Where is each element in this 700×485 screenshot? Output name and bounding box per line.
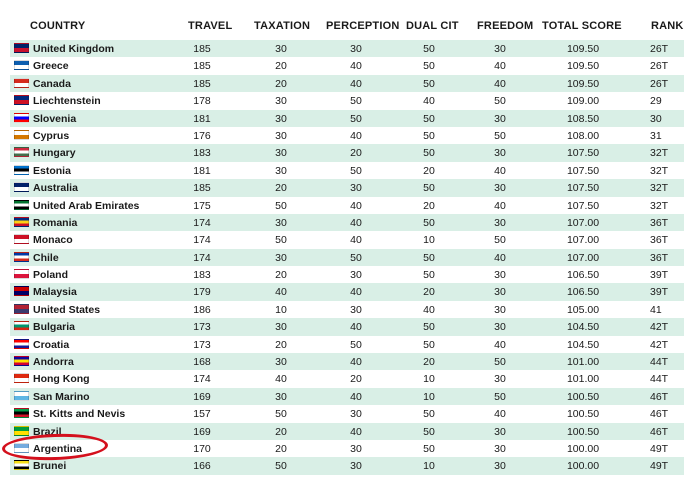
country-name: Canada <box>33 77 71 90</box>
country-cell <box>14 217 77 229</box>
dual-cit-cell: 20 <box>423 356 435 369</box>
total-score-cell: 106.50 <box>566 286 600 299</box>
liechtenstein-flag-icon <box>14 95 29 105</box>
uk-flag-icon <box>14 43 29 53</box>
country-cell <box>14 147 76 159</box>
header-rank: RANK <box>651 20 684 32</box>
country-name: Chile <box>33 251 59 264</box>
travel-cell: 174 <box>193 373 211 386</box>
perception-cell: 30 <box>350 303 362 316</box>
total-score-cell: 104.50 <box>566 338 600 351</box>
country-name: United Kingdom <box>33 43 115 55</box>
perception-cell: 50 <box>350 251 362 264</box>
travel-cell: 178 <box>193 95 211 108</box>
travel-cell: 185 <box>193 182 211 195</box>
bulgaria-flag-icon <box>14 321 29 331</box>
rank-cell: 36T <box>650 216 669 229</box>
perception-cell: 40 <box>350 60 362 73</box>
taxation-cell: 30 <box>275 95 287 108</box>
travel-cell: 185 <box>193 77 211 90</box>
perception-cell: 40 <box>350 199 362 212</box>
dual-cit-cell: 40 <box>423 95 435 108</box>
table-row <box>10 266 684 283</box>
total-score-cell: 104.50 <box>566 321 600 334</box>
country-name: Romania <box>33 216 78 229</box>
freedom-cell: 30 <box>494 303 506 316</box>
table-row <box>10 92 684 109</box>
rank-cell: 26T <box>650 43 669 55</box>
country-name: Liechtenstein <box>33 95 101 108</box>
taxation-cell: 40 <box>275 373 287 386</box>
total-score-cell: 107.50 <box>566 182 600 195</box>
taxation-cell: 30 <box>275 216 287 229</box>
table-row <box>10 423 684 440</box>
perception-cell: 50 <box>350 112 362 125</box>
uae-flag-icon <box>14 200 29 210</box>
rank-cell: 49T <box>650 460 669 473</box>
rank-cell: 26T <box>650 60 669 73</box>
rank-cell: 46T <box>650 408 669 421</box>
perception-cell: 30 <box>350 43 362 55</box>
header-travel: TRAVEL <box>188 20 233 32</box>
travel-cell: 169 <box>193 425 211 438</box>
freedom-cell: 50 <box>494 129 506 142</box>
travel-cell: 183 <box>193 269 211 282</box>
freedom-cell: 50 <box>494 390 506 403</box>
table-row <box>10 75 684 92</box>
country-name: United Arab Emirates <box>33 199 140 212</box>
country-name: Malaysia <box>33 286 77 299</box>
table-row <box>10 110 684 127</box>
freedom-cell: 40 <box>494 60 506 73</box>
freedom-cell: 30 <box>494 182 506 195</box>
travel-cell: 169 <box>193 390 211 403</box>
taxation-cell: 30 <box>275 129 287 142</box>
dual-cit-cell: 50 <box>423 321 435 334</box>
country-name: United States <box>33 303 101 316</box>
total-score-cell: 108.50 <box>566 112 600 125</box>
total-score-cell: 101.00 <box>566 373 600 386</box>
country-name: Greece <box>33 60 69 73</box>
table-row <box>10 249 684 266</box>
total-score-cell: 109.50 <box>566 60 600 73</box>
travel-cell: 185 <box>193 60 211 73</box>
freedom-cell: 30 <box>494 373 506 386</box>
rank-cell: 49T <box>650 442 669 455</box>
country-cell <box>14 234 73 246</box>
header-taxation: TAXATION <box>254 20 311 32</box>
country-name: Hungary <box>33 147 76 160</box>
monaco-flag-icon <box>14 234 29 244</box>
freedom-cell: 30 <box>494 269 506 282</box>
country-cell <box>14 130 69 142</box>
dual-cit-cell: 50 <box>423 182 435 195</box>
usa-flag-icon <box>14 304 29 314</box>
travel-cell: 173 <box>193 338 211 351</box>
slovenia-flag-icon <box>14 113 29 123</box>
table-row <box>10 57 684 74</box>
freedom-cell: 40 <box>494 164 506 177</box>
country-name: Brazil <box>33 425 62 438</box>
table-row <box>10 370 684 387</box>
country-cell <box>14 43 114 55</box>
dual-cit-cell: 20 <box>423 199 435 212</box>
perception-cell: 40 <box>350 216 362 229</box>
country-cell <box>14 356 74 368</box>
table-row <box>10 179 684 196</box>
table-header <box>10 0 684 40</box>
perception-cell: 40 <box>350 390 362 403</box>
country-cell <box>14 252 59 264</box>
estonia-flag-icon <box>14 165 29 175</box>
perception-cell: 30 <box>350 182 362 195</box>
taxation-cell: 10 <box>275 303 287 316</box>
poland-flag-icon <box>14 269 29 279</box>
travel-cell: 170 <box>193 442 211 455</box>
table-row <box>10 162 684 179</box>
ranking-table <box>10 0 684 475</box>
rank-cell: 36T <box>650 234 669 247</box>
total-score-cell: 108.00 <box>566 129 600 142</box>
country-cell <box>14 373 90 385</box>
perception-cell: 40 <box>350 77 362 90</box>
table-row <box>10 40 684 57</box>
table-row <box>10 388 684 405</box>
freedom-cell: 30 <box>494 460 506 473</box>
taxation-cell: 20 <box>275 425 287 438</box>
table-row <box>10 214 684 231</box>
san-marino-flag-icon <box>14 391 29 401</box>
travel-cell: 166 <box>193 460 211 473</box>
dual-cit-cell: 50 <box>423 425 435 438</box>
rank-cell: 44T <box>650 356 669 369</box>
dual-cit-cell: 50 <box>423 77 435 90</box>
country-cell <box>14 95 101 107</box>
andorra-flag-icon <box>14 356 29 366</box>
header-country: COUNTRY <box>30 20 86 32</box>
dual-cit-cell: 50 <box>423 442 435 455</box>
taxation-cell: 50 <box>275 460 287 473</box>
country-cell <box>14 408 125 420</box>
total-score-cell: 107.00 <box>566 251 600 264</box>
perception-cell: 40 <box>350 425 362 438</box>
table-row <box>10 301 684 318</box>
table-body <box>10 40 684 475</box>
hungary-flag-icon <box>14 147 29 157</box>
dual-cit-cell: 50 <box>423 216 435 229</box>
country-name: Estonia <box>33 164 71 177</box>
country-cell <box>14 200 139 212</box>
taxation-cell: 20 <box>275 269 287 282</box>
dual-cit-cell: 50 <box>423 147 435 160</box>
australia-flag-icon <box>14 182 29 192</box>
taxation-cell: 20 <box>275 338 287 351</box>
taxation-cell: 30 <box>275 112 287 125</box>
perception-cell: 50 <box>350 338 362 351</box>
freedom-cell: 40 <box>494 77 506 90</box>
taxation-cell: 30 <box>275 321 287 334</box>
dual-cit-cell: 40 <box>423 303 435 316</box>
total-score-cell: 109.00 <box>566 95 600 108</box>
travel-cell: 179 <box>193 286 211 299</box>
perception-cell: 40 <box>350 129 362 142</box>
taxation-cell: 20 <box>275 182 287 195</box>
dual-cit-cell: 50 <box>423 43 435 55</box>
country-name: Cyprus <box>33 129 70 142</box>
header-dual-cit: DUAL CIT <box>406 20 459 32</box>
travel-cell: 173 <box>193 321 211 334</box>
malaysia-flag-icon <box>14 286 29 296</box>
perception-cell: 30 <box>350 442 362 455</box>
freedom-cell: 30 <box>494 43 506 55</box>
rank-cell: 42T <box>650 321 669 334</box>
perception-cell: 20 <box>350 373 362 386</box>
total-score-cell: 107.50 <box>566 147 600 160</box>
country-name: Croatia <box>33 338 70 351</box>
travel-cell: 175 <box>193 199 211 212</box>
rank-cell: 32T <box>650 164 669 177</box>
perception-cell: 20 <box>350 147 362 160</box>
country-cell <box>14 391 90 403</box>
total-score-cell: 109.50 <box>566 43 600 55</box>
country-name: Slovenia <box>33 112 77 125</box>
table-row <box>10 231 684 248</box>
perception-cell: 50 <box>350 164 362 177</box>
freedom-cell: 50 <box>494 356 506 369</box>
dual-cit-cell: 20 <box>423 286 435 299</box>
rank-cell: 41 <box>650 303 662 316</box>
perception-cell: 30 <box>350 408 362 421</box>
croatia-flag-icon <box>14 339 29 349</box>
st-kitts-flag-icon <box>14 408 29 418</box>
country-name: Argentina <box>33 442 83 455</box>
country-cell <box>14 269 68 281</box>
dual-cit-cell: 50 <box>423 338 435 351</box>
table-row <box>10 144 684 161</box>
taxation-cell: 20 <box>275 60 287 73</box>
total-score-cell: 100.00 <box>566 442 600 455</box>
dual-cit-cell: 50 <box>423 129 435 142</box>
travel-cell: 174 <box>193 234 211 247</box>
rank-cell: 44T <box>650 373 669 386</box>
rank-cell: 32T <box>650 147 669 160</box>
brunei-flag-icon <box>14 460 29 470</box>
taxation-cell: 30 <box>275 356 287 369</box>
dual-cit-cell: 20 <box>423 164 435 177</box>
taxation-cell: 40 <box>275 286 287 299</box>
country-cell <box>14 304 100 316</box>
rank-cell: 36T <box>650 251 669 264</box>
country-name: Monaco <box>33 234 73 247</box>
country-cell <box>14 165 71 177</box>
brazil-flag-icon <box>14 426 29 436</box>
header-freedom: FREEDOM <box>477 20 534 32</box>
table-row <box>10 353 684 370</box>
dual-cit-cell: 50 <box>423 269 435 282</box>
country-name: Australia <box>33 182 78 195</box>
country-cell <box>14 286 77 298</box>
total-score-cell: 101.00 <box>566 356 600 369</box>
rank-cell: 42T <box>650 338 669 351</box>
travel-cell: 157 <box>193 408 211 421</box>
total-score-cell: 107.50 <box>566 164 600 177</box>
travel-cell: 183 <box>193 147 211 160</box>
country-name: San Marino <box>33 390 90 403</box>
travel-cell: 174 <box>193 216 211 229</box>
table-row <box>10 318 684 335</box>
country-name: St. Kitts and Nevis <box>33 408 126 421</box>
dual-cit-cell: 50 <box>423 251 435 264</box>
taxation-cell: 50 <box>275 199 287 212</box>
total-score-cell: 100.50 <box>566 425 600 438</box>
total-score-cell: 100.50 <box>566 390 600 403</box>
taxation-cell: 20 <box>275 77 287 90</box>
country-cell <box>14 182 78 194</box>
dual-cit-cell: 10 <box>423 390 435 403</box>
table-row <box>10 457 684 474</box>
table-row <box>10 440 684 457</box>
freedom-cell: 30 <box>494 286 506 299</box>
rank-cell: 26T <box>650 77 669 90</box>
total-score-cell: 107.00 <box>566 216 600 229</box>
freedom-cell: 30 <box>494 216 506 229</box>
country-cell <box>14 321 75 333</box>
total-score-cell: 107.00 <box>566 234 600 247</box>
freedom-cell: 30 <box>494 321 506 334</box>
travel-cell: 174 <box>193 251 211 264</box>
freedom-cell: 40 <box>494 338 506 351</box>
header-perception: PERCEPTION <box>326 20 400 32</box>
taxation-cell: 50 <box>275 234 287 247</box>
country-cell <box>14 113 76 125</box>
rank-cell: 32T <box>650 199 669 212</box>
freedom-cell: 30 <box>494 147 506 160</box>
travel-cell: 181 <box>193 164 211 177</box>
dual-cit-cell: 10 <box>423 373 435 386</box>
travel-cell: 168 <box>193 356 211 369</box>
perception-cell: 40 <box>350 286 362 299</box>
freedom-cell: 40 <box>494 408 506 421</box>
dual-cit-cell: 50 <box>423 408 435 421</box>
total-score-cell: 105.00 <box>566 303 600 316</box>
table-row <box>10 405 684 422</box>
rank-cell: 29 <box>650 95 662 108</box>
freedom-cell: 40 <box>494 199 506 212</box>
rank-cell: 39T <box>650 269 669 282</box>
travel-cell: 181 <box>193 112 211 125</box>
freedom-cell: 50 <box>494 95 506 108</box>
taxation-cell: 30 <box>275 164 287 177</box>
greece-flag-icon <box>14 60 29 70</box>
freedom-cell: 50 <box>494 234 506 247</box>
perception-cell: 40 <box>350 356 362 369</box>
rank-cell: 31 <box>650 129 662 142</box>
travel-cell: 186 <box>193 303 211 316</box>
travel-cell: 185 <box>193 43 211 55</box>
dual-cit-cell: 10 <box>423 460 435 473</box>
country-cell <box>14 339 69 351</box>
table-row <box>10 197 684 214</box>
rank-cell: 39T <box>650 286 669 299</box>
rank-cell: 46T <box>650 390 669 403</box>
cyprus-flag-icon <box>14 130 29 140</box>
taxation-cell: 50 <box>275 408 287 421</box>
country-name: Andorra <box>33 356 74 369</box>
dual-cit-cell: 50 <box>423 60 435 73</box>
total-score-cell: 109.50 <box>566 77 600 90</box>
perception-cell: 50 <box>350 95 362 108</box>
freedom-cell: 30 <box>494 112 506 125</box>
hong-kong-flag-icon <box>14 373 29 383</box>
total-score-cell: 100.00 <box>566 460 600 473</box>
country-name: Brunei <box>33 460 67 473</box>
chile-flag-icon <box>14 252 29 262</box>
taxation-cell: 30 <box>275 390 287 403</box>
taxation-cell: 20 <box>275 442 287 455</box>
table-row <box>10 336 684 353</box>
canada-flag-icon <box>14 78 29 88</box>
rank-cell: 32T <box>650 182 669 195</box>
total-score-cell: 107.50 <box>566 199 600 212</box>
country-name: Bulgaria <box>33 321 76 334</box>
country-name: Poland <box>33 269 69 282</box>
country-name: Hong Kong <box>33 373 90 386</box>
perception-cell: 40 <box>350 234 362 247</box>
freedom-cell: 40 <box>494 251 506 264</box>
total-score-cell: 106.50 <box>566 269 600 282</box>
freedom-cell: 30 <box>494 425 506 438</box>
total-score-cell: 100.50 <box>566 408 600 421</box>
dual-cit-cell: 10 <box>423 234 435 247</box>
freedom-cell: 30 <box>494 442 506 455</box>
rank-cell: 46T <box>650 425 669 438</box>
perception-cell: 30 <box>350 460 362 473</box>
travel-cell: 176 <box>193 129 211 142</box>
table-row <box>10 127 684 144</box>
taxation-cell: 30 <box>275 147 287 160</box>
romania-flag-icon <box>14 217 29 227</box>
header-total-score: TOTAL SCORE <box>542 20 622 32</box>
taxation-cell: 30 <box>275 43 287 55</box>
country-cell <box>14 60 69 72</box>
table-row <box>10 283 684 300</box>
rank-cell: 30 <box>650 112 662 125</box>
country-cell <box>14 460 66 472</box>
dual-cit-cell: 50 <box>423 112 435 125</box>
country-cell <box>14 78 71 90</box>
taxation-cell: 30 <box>275 251 287 264</box>
perception-cell: 40 <box>350 321 362 334</box>
perception-cell: 30 <box>350 269 362 282</box>
